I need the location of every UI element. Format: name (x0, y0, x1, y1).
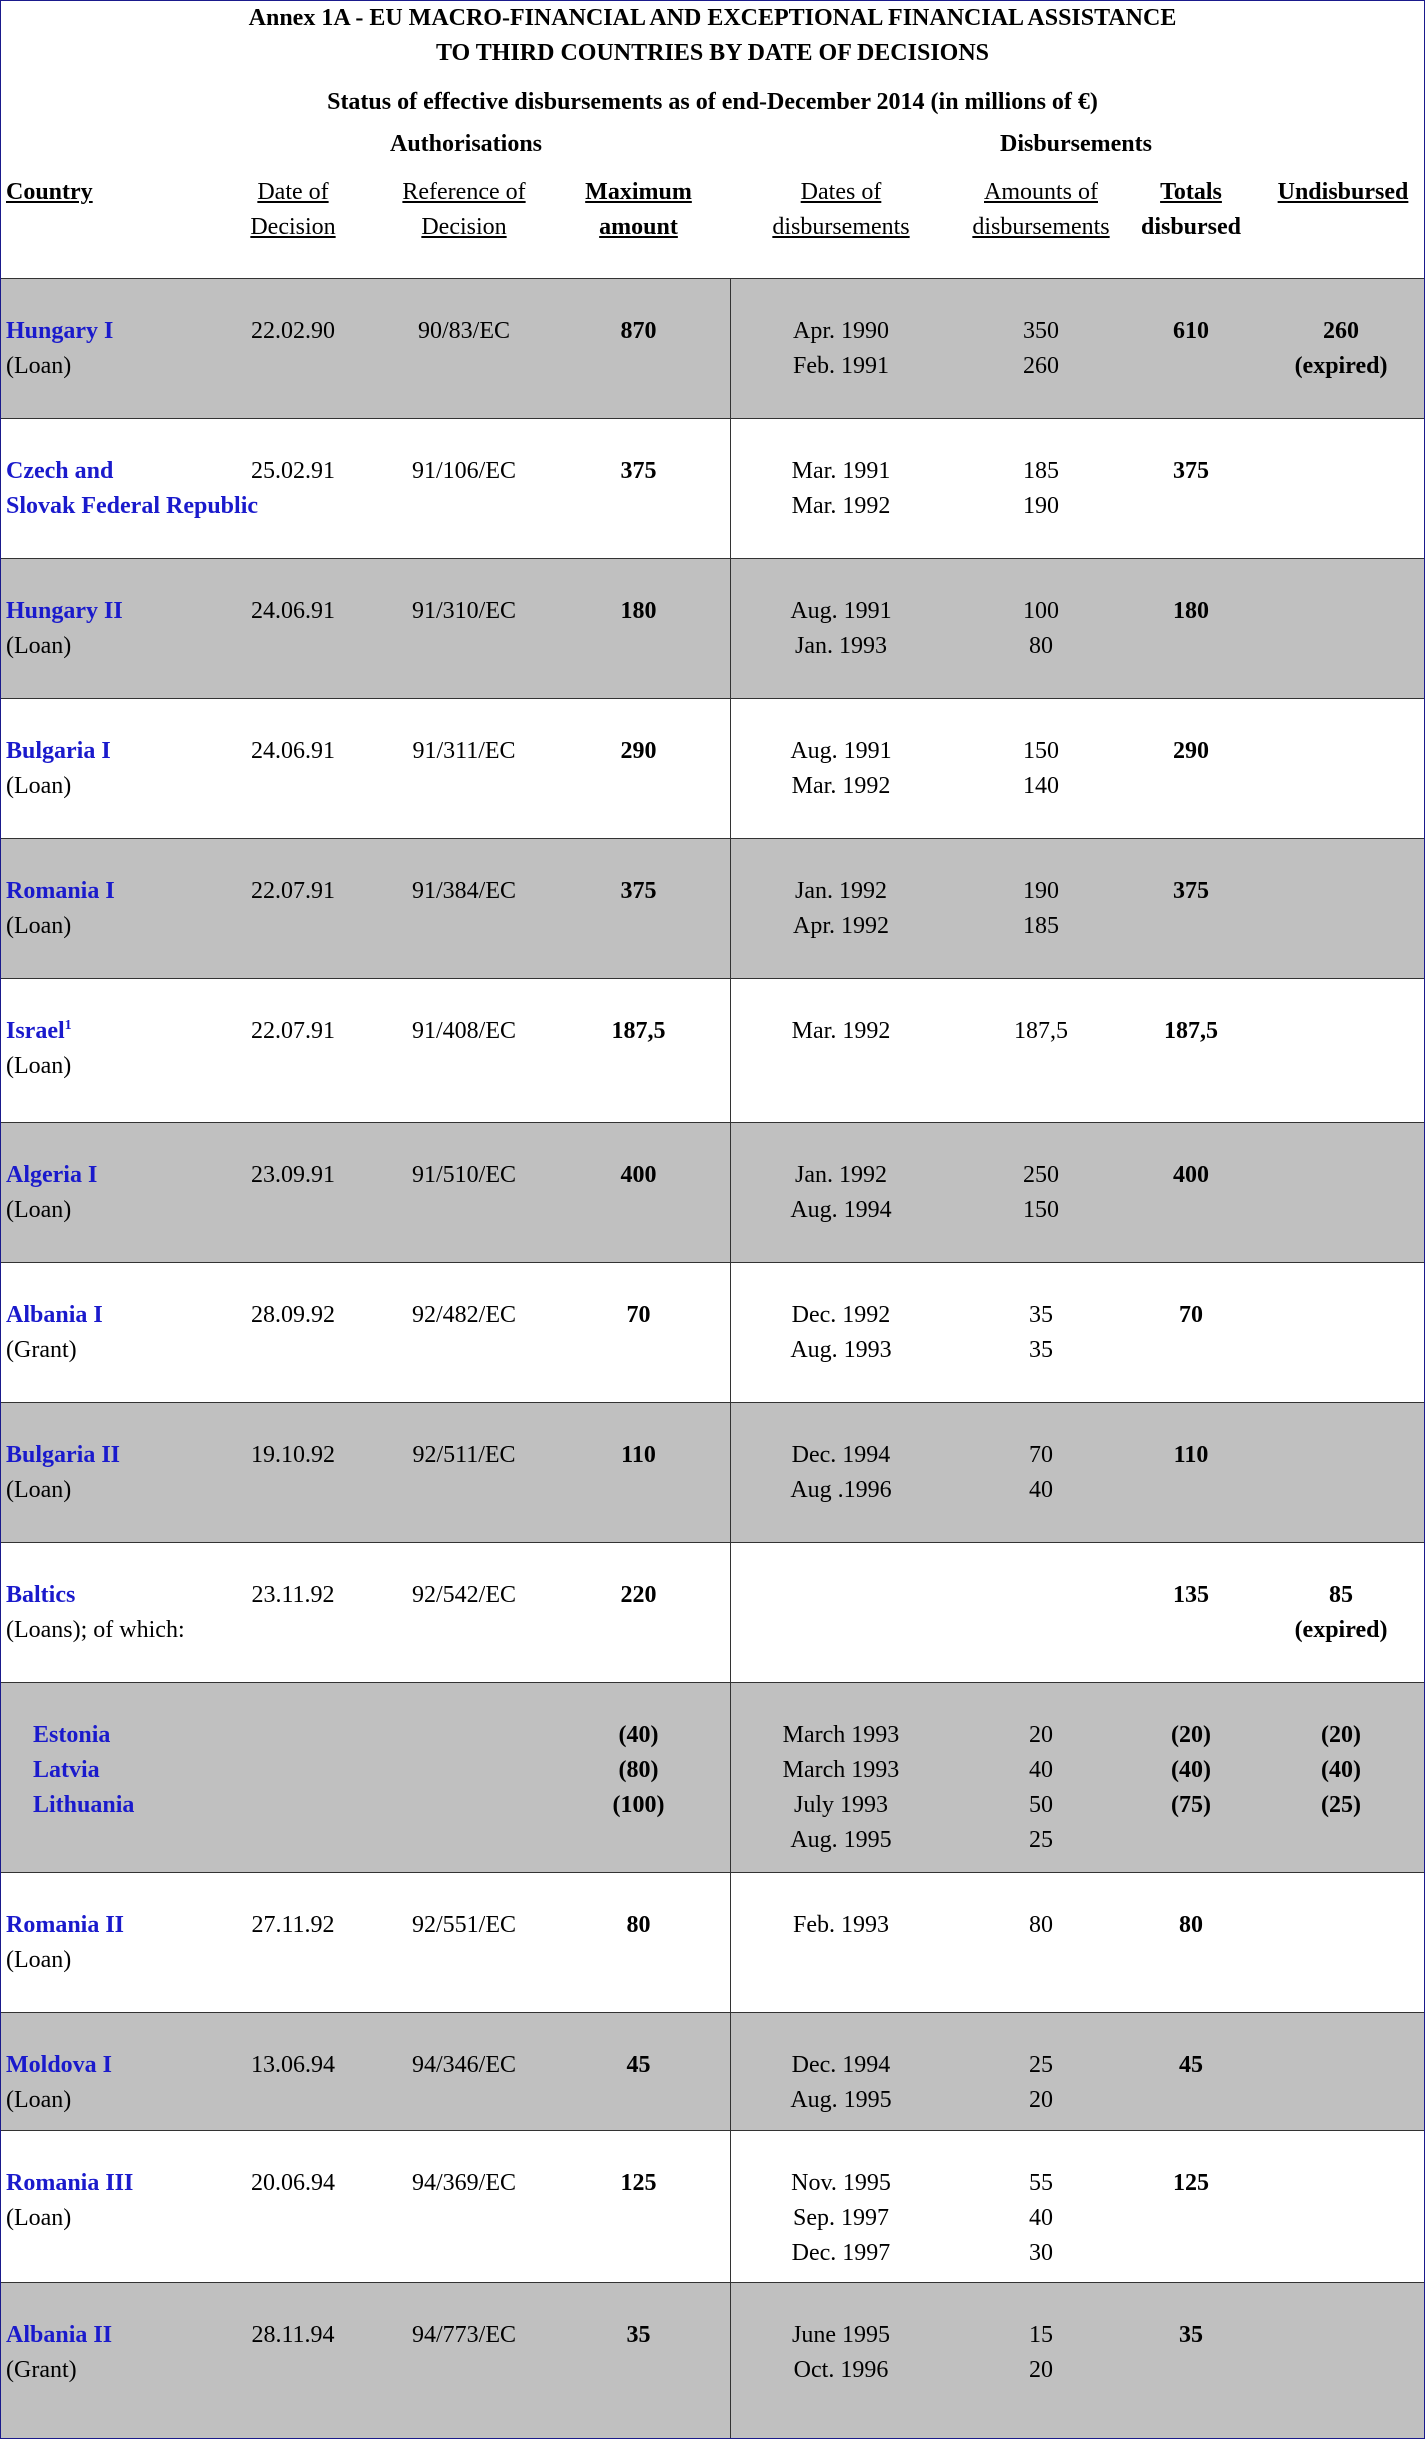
decision-reference: 91/106/EC (411, 458, 516, 484)
assistance-type: (Grant) (6, 2357, 77, 2383)
disbursement-amounts-line: 80 (1029, 633, 1053, 659)
decision-date: 28.09.92 (251, 1302, 335, 1328)
total-disbursed-line: (40) (1171, 1757, 1211, 1783)
column-divider (730, 1873, 731, 2012)
disbursement-amounts-line: 15 (1029, 2322, 1053, 2348)
country-name-text: Albania I (6, 1302, 103, 1328)
decision-reference: 90/83/EC (417, 318, 510, 344)
disbursement-amounts (961, 454, 1121, 524)
assistance-type: (Loan) (6, 1053, 72, 1079)
disbursement-dates (741, 2318, 941, 2388)
country-name-text: Bulgaria II (6, 1442, 121, 1468)
table-row (1, 1402, 1424, 1542)
disbursement-dates-line: Aug. 1995 (790, 1827, 892, 1853)
country-cell (6, 1578, 185, 1648)
disbursement-amounts-line: 40 (1029, 2205, 1053, 2231)
column-divider (730, 1123, 731, 1262)
assistance-type: (Loan) (6, 2087, 72, 2113)
disbursement-amounts-line: 185 (1023, 458, 1059, 484)
total-disbursed: 290 (1173, 738, 1209, 764)
maximum-amount: 45 (626, 2052, 651, 2078)
disbursement-amounts (961, 2048, 1121, 2118)
decision-reference: 91/311/EC (412, 738, 516, 764)
undisbursed (1261, 1718, 1421, 1823)
assistance-type: (Grant) (6, 1337, 77, 1363)
disbursement-amounts (961, 734, 1121, 804)
country-cell (6, 874, 115, 944)
country-name (6, 2166, 133, 2201)
assistance-type: (Loan) (6, 353, 72, 379)
country-name (6, 734, 111, 769)
undisbursed-line: (40) (1321, 1757, 1361, 1783)
country-cell (6, 734, 111, 804)
country-cell (6, 594, 123, 664)
country-name (6, 594, 123, 629)
disbursement-dates (741, 454, 941, 524)
column-divider (730, 1403, 731, 1542)
country-name-text: Hungary II (6, 598, 123, 624)
disbursement-amounts-line: 20 (1029, 1722, 1053, 1748)
total-disbursed (1121, 1718, 1261, 1823)
disbursement-amounts-line: 250 (1023, 1162, 1059, 1188)
disbursement-dates-line: Apr. 1992 (793, 913, 889, 939)
disbursement-dates-line: Mar. 1992 (791, 493, 891, 519)
disbursement-amounts-line: 35 (1029, 1302, 1053, 1328)
undisbursed-line: 85 (1329, 1582, 1353, 1608)
table-row (1, 1682, 1424, 1872)
disbursement-amounts (961, 1908, 1121, 1943)
header-totals-line2: disbursed (1140, 214, 1242, 240)
column-divider (730, 2013, 731, 2130)
total-disbursed: 610 (1173, 318, 1209, 344)
decision-date: 24.06.91 (251, 738, 335, 764)
disbursement-dates-line: June 1995 (792, 2322, 890, 2348)
undisbursed (1261, 314, 1421, 384)
country-name-text: Romania I (6, 878, 115, 904)
country-name-text: Bulgaria I (6, 738, 111, 764)
disbursement-dates-line: March 1993 (782, 1757, 900, 1783)
table-row (1, 1122, 1424, 1262)
table-row (1, 838, 1424, 978)
header-undisbursed: Undisbursed (1277, 179, 1409, 205)
header-totals-disbursed (1121, 175, 1261, 245)
title-line-1: Annex 1A - EU MACRO-FINANCIAL AND EXCEPTIONAL FINANCIAL ASSISTANCE (248, 5, 1177, 31)
decision-date: 22.02.90 (251, 318, 335, 344)
table-row (1, 1542, 1424, 1682)
decision-reference: 94/346/EC (411, 2052, 516, 2078)
group-authorisations: Authorisations (389, 131, 543, 157)
country-cell (6, 2318, 112, 2388)
disbursement-dates-line: Jan. 1992 (795, 1162, 887, 1188)
disbursement-amounts-line: 40 (1029, 1477, 1053, 1503)
disbursement-amounts (961, 1718, 1121, 1858)
footnote-marker: 1 (64, 1018, 72, 1033)
header-maximum-line2: amount (599, 214, 678, 240)
disbursement-amounts (961, 314, 1121, 384)
country-cell (6, 1014, 72, 1084)
disbursement-amounts (961, 1014, 1121, 1049)
maximum-amount: 180 (620, 598, 657, 624)
country-name (6, 1014, 72, 1049)
header-amounts-disb-line2: disbursements (972, 214, 1110, 240)
disbursement-dates-line: Aug. 1994 (790, 1197, 892, 1223)
assistance-type: (Loan) (6, 1197, 72, 1223)
country-cell (6, 454, 258, 524)
column-divider (730, 2131, 731, 2282)
total-disbursed: 70 (1179, 1302, 1203, 1328)
maximum-amount: 70 (626, 1302, 651, 1328)
disbursement-dates-line: Feb. 1991 (793, 353, 889, 379)
maximum-amount: 290 (620, 738, 657, 764)
disbursement-amounts-line: 140 (1023, 773, 1059, 799)
country-name-text: Czech and (6, 458, 114, 484)
decision-date: 13.06.94 (251, 2052, 335, 2078)
column-divider (730, 559, 731, 698)
disbursement-dates-line: March 1993 (782, 1722, 900, 1748)
disbursement-amounts (961, 1298, 1121, 1368)
country-name-text: Moldova I (6, 2052, 113, 2078)
disbursement-amounts-line: 260 (1023, 353, 1059, 379)
assistance-type: (Loan) (6, 773, 72, 799)
total-disbursed: 375 (1173, 878, 1209, 904)
disbursement-amounts (961, 2166, 1121, 2271)
group-disbursements: Disbursements (999, 131, 1152, 157)
decision-reference: 91/310/EC (411, 598, 516, 624)
undisbursed (1261, 1578, 1421, 1648)
decision-reference: 94/773/EC (411, 2322, 516, 2348)
undisbursed-line: (25) (1321, 1792, 1361, 1818)
header-maximum-line1: Maximum (585, 179, 692, 205)
decision-date: 24.06.91 (251, 598, 335, 624)
maximum-amount: 870 (620, 318, 657, 344)
sub-country-list-line: Latvia (33, 1757, 100, 1783)
disbursement-dates (741, 874, 941, 944)
country-name-text: Baltics (6, 1582, 76, 1608)
disbursement-amounts-line: 50 (1029, 1792, 1053, 1818)
disbursement-amounts (961, 1158, 1121, 1228)
table-row (1, 2130, 1424, 2282)
disbursement-dates-line: Dec. 1994 (791, 1442, 891, 1468)
total-disbursed: 135 (1173, 1582, 1209, 1608)
decision-reference: 92/551/EC (411, 1912, 516, 1938)
country-cell (6, 1298, 103, 1368)
assistance-type: (Loan) (6, 1947, 72, 1973)
decision-reference: 91/384/EC (411, 878, 516, 904)
total-disbursed: 125 (1173, 2170, 1209, 2196)
decision-date: 27.11.92 (251, 1912, 335, 1938)
disbursement-amounts-line: 40 (1029, 1757, 1053, 1783)
sub-country-list-line: Lithuania (33, 1792, 135, 1818)
table-row (1, 2012, 1424, 2130)
header-dates-of-disbursements (741, 175, 941, 245)
disbursement-dates-line: Aug. 1991 (790, 738, 892, 764)
total-disbursed: 180 (1173, 598, 1209, 624)
disbursement-amounts-line: 20 (1029, 2357, 1053, 2383)
disbursement-amounts-line: 30 (1029, 2240, 1053, 2266)
header-reference-line2: Decision (421, 214, 507, 240)
decision-date: 19.10.92 (251, 1442, 335, 1468)
country-name-text: Algeria I (6, 1162, 98, 1188)
country-name-text: Israel (6, 1018, 65, 1044)
column-divider (730, 419, 731, 558)
decision-reference: 91/408/EC (411, 1018, 516, 1044)
country-cell (6, 314, 113, 384)
country-name (6, 1158, 97, 1193)
column-divider (730, 1543, 731, 1682)
disbursement-dates-line: Nov. 1995 (791, 2170, 891, 2196)
disbursement-dates-line: Apr. 1990 (793, 318, 889, 344)
disbursement-amounts (961, 1438, 1121, 1508)
decision-date: 23.11.92 (251, 1582, 335, 1608)
country-name-text: Romania III (6, 2170, 134, 2196)
disbursement-dates (741, 1158, 941, 1228)
country-name (6, 454, 258, 489)
total-disbursed: 110 (1173, 1442, 1209, 1468)
disbursement-dates-line: Aug. 1993 (790, 1337, 892, 1363)
maximum-amount-line: (80) (618, 1757, 659, 1783)
header-amounts-of-disbursements (956, 175, 1126, 245)
disbursement-amounts-line: 150 (1023, 738, 1059, 764)
disbursement-dates-line: Feb. 1993 (793, 1912, 889, 1938)
total-disbursed: 45 (1179, 2052, 1203, 2078)
disbursement-dates-line: Dec. 1994 (791, 2052, 891, 2078)
maximum-amount: 187,5 (611, 1018, 666, 1044)
table-row (1, 1262, 1424, 1402)
header-date-of-decision-line1: Date of (257, 179, 329, 205)
disbursement-amounts-line: 185 (1023, 913, 1059, 939)
decision-date: 20.06.94 (251, 2170, 335, 2196)
maximum-amount: 80 (626, 1912, 651, 1938)
header-dates-disb-line2: disbursements (772, 214, 910, 240)
table-row (1, 698, 1424, 838)
disbursement-amounts-line: 55 (1029, 2170, 1053, 2196)
decision-date: 28.11.94 (251, 2322, 335, 2348)
header-country: Country (6, 179, 93, 205)
header-date-of-decision (223, 175, 363, 245)
sub-country-list-line: Estonia (33, 1722, 111, 1748)
disbursement-amounts-line: 70 (1029, 1442, 1053, 1468)
table-row (1, 278, 1424, 418)
header-totals-line1: Totals (1160, 179, 1222, 205)
country-cell (6, 2166, 133, 2236)
maximum-amount (561, 1718, 716, 1823)
header-dates-disb-line1: Dates of (800, 179, 882, 205)
decision-date: 25.02.91 (251, 458, 335, 484)
disbursement-dates-line: Jan. 1993 (795, 633, 887, 659)
undisbursed-line: (20) (1321, 1722, 1361, 1748)
country-cell (6, 1158, 97, 1228)
decision-reference: 92/511/EC (412, 1442, 516, 1468)
disbursement-dates-line: Aug .1996 (790, 1477, 892, 1503)
disbursement-dates-line: July 1993 (793, 1792, 888, 1818)
disbursement-dates (741, 734, 941, 804)
header-amounts-disb-line1: Amounts of (984, 179, 1098, 205)
disbursement-dates-line: Mar. 1992 (791, 773, 891, 799)
maximum-amount: 375 (620, 878, 657, 904)
total-disbursed: 80 (1179, 1912, 1203, 1938)
country-name (6, 1298, 103, 1333)
subtitle: Status of effective disbursements as of end-December 2014 (in millions of €) (327, 89, 1098, 115)
country-name-text: Romania II (6, 1912, 125, 1938)
country-name-line2: Slovak Federal Republic (6, 493, 259, 519)
disbursement-dates-line: Aug. 1995 (790, 2087, 892, 2113)
title-line-2: TO THIRD COUNTRIES BY DATE OF DECISIONS (435, 40, 990, 66)
disbursement-amounts (961, 874, 1121, 944)
disbursement-amounts-line: 20 (1029, 2087, 1053, 2113)
disbursement-dates-line: Mar. 1991 (791, 458, 891, 484)
sub-country-list (33, 1718, 134, 1823)
disbursement-dates (741, 1718, 941, 1858)
maximum-amount-line: (100) (612, 1792, 665, 1818)
country-name-text: Hungary I (6, 318, 114, 344)
disbursement-amounts (961, 2318, 1121, 2388)
assistance-type: (Loan) (6, 913, 72, 939)
disbursement-dates-line: Dec. 1992 (791, 1302, 891, 1328)
column-divider (730, 699, 731, 838)
disbursement-dates (741, 1438, 941, 1508)
country-name (6, 314, 113, 349)
table-row (1, 558, 1424, 698)
country-name (6, 1908, 124, 1943)
disbursement-dates (741, 1014, 941, 1049)
maximum-amount: 400 (620, 1162, 657, 1188)
disbursement-dates-line: Dec. 1997 (791, 2240, 891, 2266)
disbursement-amounts-line: 100 (1023, 598, 1059, 624)
maximum-amount: 375 (620, 458, 657, 484)
header-reference-of-decision (379, 175, 549, 245)
total-disbursed: 187,5 (1164, 1018, 1218, 1044)
country-name (6, 2318, 112, 2353)
decision-reference: 91/510/EC (411, 1162, 516, 1188)
total-disbursed-line: (20) (1171, 1722, 1211, 1748)
undisbursed-line: (expired) (1294, 353, 1388, 379)
disbursement-amounts-line: 25 (1029, 1827, 1053, 1853)
table-row (1, 978, 1424, 1122)
undisbursed-line: (expired) (1294, 1617, 1388, 1643)
maximum-amount: 125 (620, 2170, 657, 2196)
column-divider (730, 1683, 731, 1872)
assistance-type: (Loan) (6, 633, 72, 659)
disbursement-dates-line: Sep. 1997 (793, 2205, 889, 2231)
disbursement-amounts-line: 190 (1023, 493, 1059, 519)
disbursement-amounts (961, 594, 1121, 664)
disbursement-amounts-line: 80 (1029, 1912, 1053, 1938)
disbursement-dates (741, 1298, 941, 1368)
disbursement-amounts-line: 350 (1023, 318, 1059, 344)
disbursement-amounts-line: 190 (1023, 878, 1059, 904)
decision-reference: 92/542/EC (411, 1582, 516, 1608)
disbursement-dates-line: Aug. 1991 (790, 598, 892, 624)
country-name (6, 1578, 185, 1613)
total-disbursed: 400 (1173, 1162, 1209, 1188)
decision-reference: 94/369/EC (411, 2170, 516, 2196)
column-divider (730, 279, 731, 418)
total-disbursed-line: (75) (1171, 1792, 1211, 1818)
column-divider (730, 839, 731, 978)
column-divider (730, 2283, 731, 2438)
country-name (6, 874, 115, 909)
disbursement-dates-line: Oct. 1996 (793, 2357, 889, 2383)
decision-date: 22.07.91 (251, 1018, 335, 1044)
disbursement-dates (741, 314, 941, 384)
disbursement-dates-line: Mar. 1992 (791, 1018, 891, 1044)
disbursement-dates (741, 594, 941, 664)
maximum-amount: 110 (621, 1442, 656, 1468)
country-cell (6, 2048, 112, 2118)
assistance-type: (Loans); of which: (6, 1617, 185, 1643)
maximum-amount: 220 (620, 1582, 657, 1608)
decision-reference: 92/482/EC (411, 1302, 516, 1328)
country-name (6, 1438, 120, 1473)
column-divider (730, 1263, 731, 1402)
total-disbursed: 375 (1173, 458, 1209, 484)
disbursement-amounts-line: 35 (1029, 1337, 1053, 1363)
header-date-of-decision-line2: Decision (250, 214, 336, 240)
disbursement-amounts-line: 150 (1023, 1197, 1059, 1223)
country-cell (6, 1438, 120, 1508)
country-cell (6, 1908, 124, 1978)
assistance-type: (Loan) (6, 2205, 72, 2231)
decision-date: 23.09.91 (251, 1162, 335, 1188)
decision-date: 22.07.91 (251, 878, 335, 904)
disbursement-amounts-line: 25 (1029, 2052, 1053, 2078)
disbursement-amounts-line: 187,5 (1014, 1018, 1068, 1044)
table-row (1, 1872, 1424, 2012)
undisbursed-line: 260 (1323, 318, 1359, 344)
country-name (6, 2048, 112, 2083)
country-name-text: Albania II (6, 2322, 113, 2348)
table-row (1, 2282, 1424, 2438)
column-divider (730, 979, 731, 1122)
header-maximum-amount (561, 175, 716, 245)
disbursement-dates (741, 1908, 941, 1943)
maximum-amount-line: (40) (618, 1722, 659, 1748)
disbursement-dates (741, 2166, 941, 2271)
header-reference-line1: Reference of (402, 179, 526, 205)
table-row (1, 418, 1424, 558)
maximum-amount: 35 (626, 2322, 651, 2348)
disbursement-dates (741, 2048, 941, 2118)
assistance-type: (Loan) (6, 1477, 72, 1503)
total-disbursed: 35 (1179, 2322, 1203, 2348)
disbursement-dates-line: Jan. 1992 (795, 878, 887, 904)
